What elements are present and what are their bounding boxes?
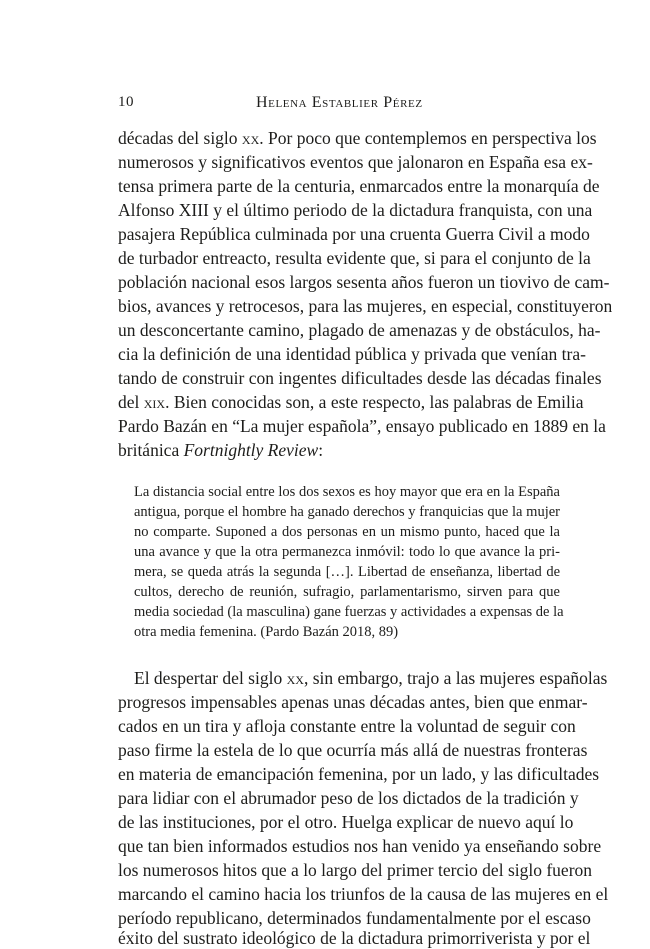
text-line: población nacional esos largos sesenta años fueron un tiovivo de cam- <box>118 272 610 292</box>
text-line: éxito del sustrato ideológico de la dictadura primorriverista y por el <box>118 928 591 948</box>
page-number: 10 <box>118 94 134 110</box>
running-header <box>118 94 560 116</box>
quote-line: otra media femenina. (Pardo Bazán 2018, 89) <box>134 624 399 640</box>
text-line: en materia de emancipación femenina, por un lado, y las dificultades <box>118 764 600 784</box>
author-running-head: Helena Establier Pérez <box>256 94 423 111</box>
quote-line: cultos, derecho de reunión, sufragio, parlamentarismo, sirven para que <box>134 584 560 600</box>
text-line: El despertar del siglo xx, sin embargo, trajo a las mujeres españolas <box>134 668 608 688</box>
quote-line: una avance y que la otra permanezca inmóvil: todo lo que avance la pri- <box>134 544 560 560</box>
text-line: Alfonso XIII y el último periodo de la dictadura franquista, con una <box>118 200 593 220</box>
text-line: cados en un tira y afloja constante entre la voluntad de seguir con <box>118 716 576 736</box>
text-line: de turbador entreacto, resulta evidente que, si para el conjunto de la <box>118 248 591 268</box>
quote-line: La distancia social entre los dos sexos es hoy mayor que era en la España <box>134 484 560 500</box>
text-line: numerosos y significativos eventos que jalonaron en España esa ex- <box>118 152 593 172</box>
quote-line: media sociedad (la masculina) gane fuerzas y actividades a expensas de la <box>134 604 564 620</box>
text-line: décadas del siglo xx. Por poco que contemplemos en perspectiva los <box>118 128 597 148</box>
text-line: paso firme la estela de lo que ocurría más allá de nuestras fronteras <box>118 740 588 760</box>
journal-title: Fortnightly Review <box>183 440 319 460</box>
text-line: pasajera República culminada por una cruenta Guerra Civil a modo <box>118 224 590 244</box>
text-line: tando de construir con ingentes dificultades desde las décadas finales <box>118 368 602 388</box>
text-line <box>118 438 560 462</box>
quote-line: mera, se queda atrás la segunda […]. Libertad de enseñanza, libertad de <box>134 564 560 580</box>
text-line: que tan bien informados estudios nos han venido ya enseñando sobre <box>118 836 602 856</box>
text-line: período republicano, determinados fundamentalmente por el escaso <box>118 908 591 928</box>
quote-line: antigua, porque el hombre ha ganado derechos y franquicias que la mujer <box>134 504 560 520</box>
text-line: tensa primera parte de la centuria, enmarcados entre la monarquía de <box>118 176 600 196</box>
text-line: del xix. Bien conocidas son, a este respecto, las palabras de Emilia <box>118 392 584 412</box>
text-line: Pardo Bazán en “La mujer española”, ensayo publicado en 1889 en la <box>118 416 606 436</box>
text-line: para lidiar con el abrumador peso de los dictados de la tradición y <box>118 788 579 808</box>
text-line: de las instituciones, por el otro. Huelga explicar de nuevo aquí lo <box>118 812 574 832</box>
text-line: bios, avances y retrocesos, para las mujeres, en especial, constituyeron <box>118 296 613 316</box>
text-segment: : <box>318 440 324 460</box>
text-line: cia la definición de una identidad pública y privada que venían tra- <box>118 344 586 364</box>
text-line: marcando el camino hacia los triunfos de la causa de las mujeres en el <box>118 884 609 904</box>
text-line: un desconcertante camino, plagado de amenazas y de obstáculos, ha- <box>118 320 601 340</box>
text-line: los numerosos hitos que a lo largo del primer tercio del siglo fueron <box>118 860 593 880</box>
quote-line: no comparte. Suponed a dos personas en un mismo punto, haced que la <box>134 524 560 540</box>
text-segment: británica <box>118 440 184 460</box>
text-line: progresos impensables apenas unas décadas antes, bien que enmar- <box>118 692 588 712</box>
